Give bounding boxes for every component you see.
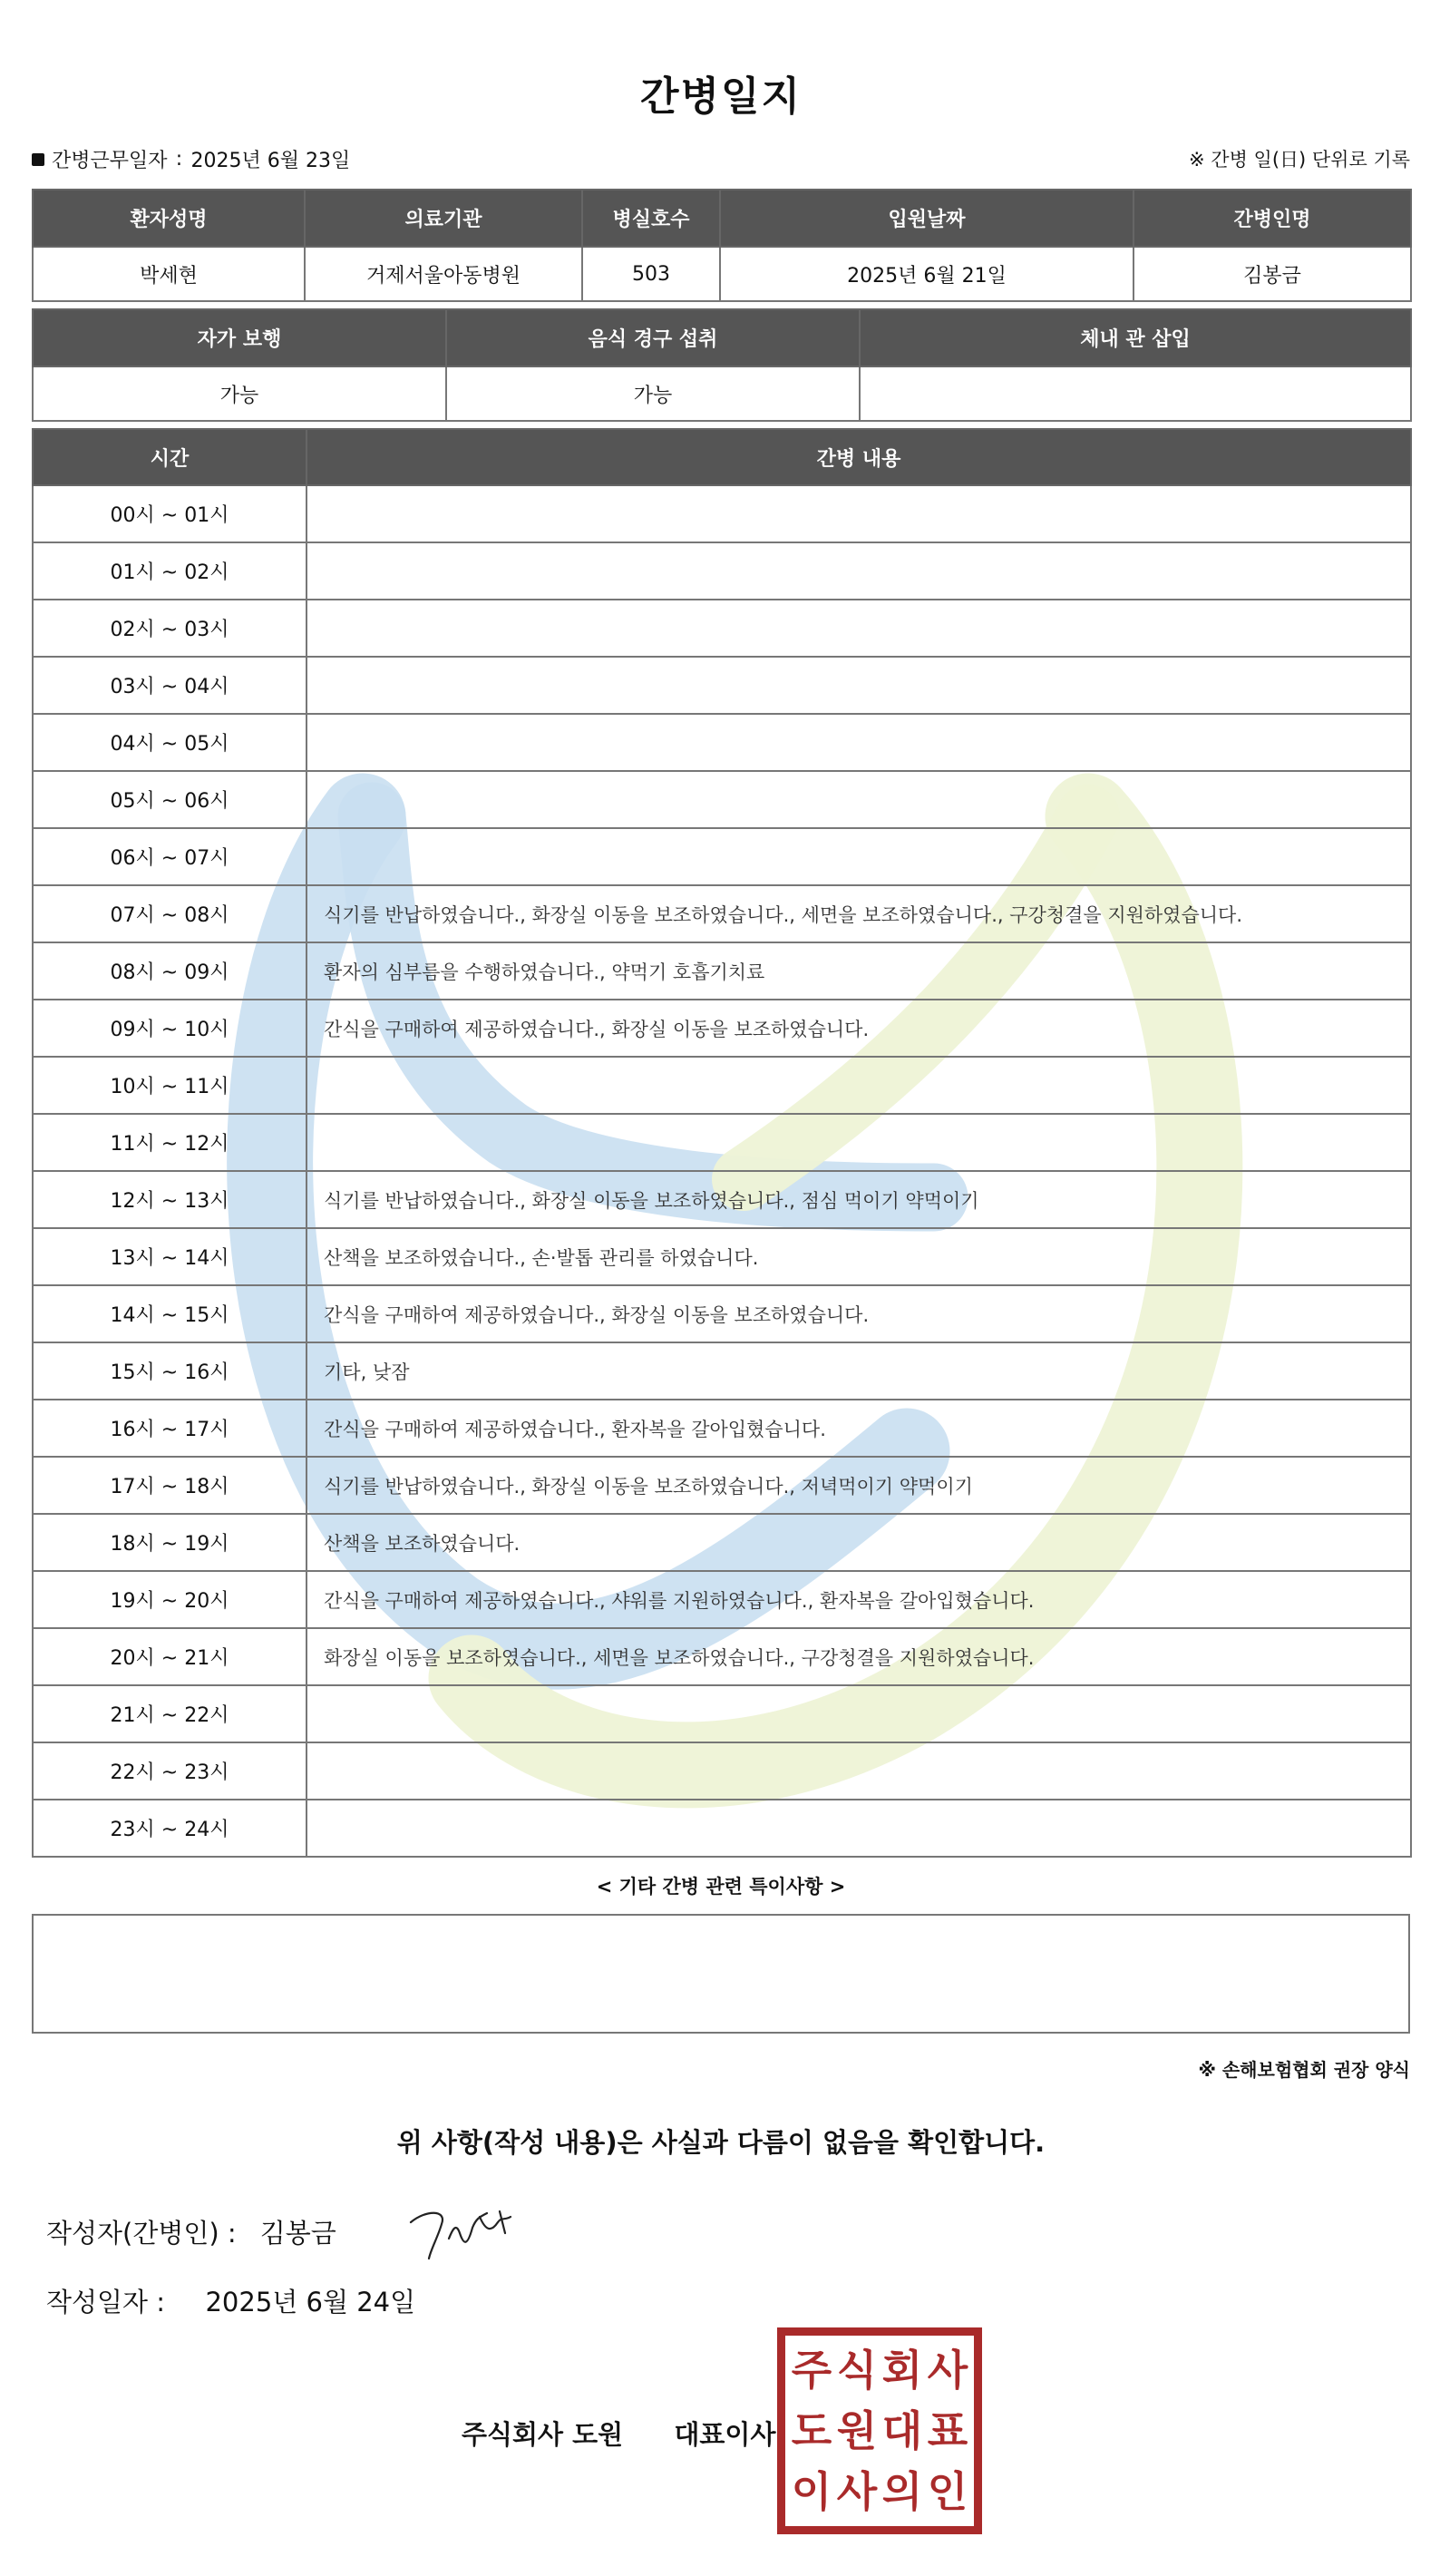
confirmation-statement: 위 사항(작성 내용)은 사실과 다름이 없음을 확인합니다. <box>396 2127 1046 2158</box>
work-date-separator: : <box>175 148 183 171</box>
log-row <box>33 542 1411 600</box>
log-content: 식기를 반납하였습니다., 화장실 이동을 보조하였습니다., 저녁먹이기 약먹이기 <box>306 1457 1411 1514</box>
log-time: 20시 ~ 21시 <box>33 1628 306 1685</box>
log-row <box>33 1171 1411 1228</box>
log-row <box>33 1228 1411 1285</box>
log-time: 05시 ~ 06시 <box>33 771 306 828</box>
signature <box>404 2193 540 2266</box>
log-content: 식기를 반납하였습니다., 화장실 이동을 보조하였습니다., 점심 먹이기 약먹이기 <box>306 1171 1411 1228</box>
log-content <box>306 1742 1411 1800</box>
daily-record-note: ※ 간병 일(日) 단위로 기록 <box>1189 149 1410 171</box>
log-time: 18시 ~ 19시 <box>33 1514 306 1571</box>
log-time: 23시 ~ 24시 <box>33 1800 306 1857</box>
log-row <box>33 1057 1411 1114</box>
log-row <box>33 1457 1411 1514</box>
header-oral-intake: 음식 경구 섭취 <box>446 309 860 366</box>
header-time: 시간 <box>33 429 306 485</box>
meta-row <box>32 145 1410 178</box>
log-content <box>306 542 1411 600</box>
log-row <box>33 1285 1411 1342</box>
walking-status: 가능 <box>33 366 446 421</box>
log-row <box>33 1342 1411 1400</box>
work-date-label: 간병근무일자 <box>52 150 168 172</box>
seal-character: 원 <box>836 2405 878 2455</box>
log-content <box>306 1057 1411 1114</box>
company-role: 대표이사 <box>674 2419 776 2450</box>
log-time: 06시 ~ 07시 <box>33 828 306 885</box>
log-row <box>33 1400 1411 1457</box>
header-patient-name: 환자성명 <box>33 190 305 247</box>
seal-character: 이 <box>791 2467 832 2517</box>
log-time: 03시 ~ 04시 <box>33 657 306 714</box>
seal-character: 회 <box>881 2345 923 2395</box>
log-row <box>33 714 1411 771</box>
log-content: 간식을 구매하여 제공하였습니다., 샤워를 지원하였습니다., 환자복을 갈아입혔습니다. <box>306 1571 1411 1628</box>
written-date-label: 작성일자 : <box>46 2287 166 2317</box>
log-content <box>306 828 1411 885</box>
log-time: 01시 ~ 02시 <box>33 542 306 600</box>
writer-name: 김봉금 <box>259 2218 336 2249</box>
log-time: 10시 ~ 11시 <box>33 1057 306 1114</box>
log-content <box>306 1114 1411 1171</box>
log-row <box>33 1685 1411 1742</box>
company-line <box>462 2415 775 2452</box>
log-time: 12시 ~ 13시 <box>33 1171 306 1228</box>
log-content <box>306 657 1411 714</box>
caregiver-name: 김봉금 <box>1134 247 1411 301</box>
notes-title: < 기타 간병 관련 특이사항 > <box>596 1876 846 1898</box>
header-tube-insertion: 체내 관 삽입 <box>860 309 1411 366</box>
patient-info-table <box>32 189 1412 302</box>
log-row <box>33 1628 1411 1685</box>
log-time: 13시 ~ 14시 <box>33 1228 306 1285</box>
seal-character: 표 <box>927 2405 968 2455</box>
log-time: 15시 ~ 16시 <box>33 1342 306 1400</box>
patient-name: 박세현 <box>33 247 305 301</box>
writer-line <box>46 2213 336 2250</box>
log-content <box>306 1800 1411 1857</box>
log-row <box>33 485 1411 542</box>
header-admission-date: 입원날짜 <box>720 190 1134 247</box>
log-content <box>306 1685 1411 1742</box>
care-log-table <box>32 428 1412 1858</box>
hospital-name: 거제서울아동병원 <box>305 247 582 301</box>
special-notes-box <box>32 1914 1410 2034</box>
log-content: 산책을 보조하였습니다. <box>306 1514 1411 1571</box>
log-row <box>33 1571 1411 1628</box>
log-time: 22시 ~ 23시 <box>33 1742 306 1800</box>
tube-insertion-status <box>860 366 1411 421</box>
seal-character: 인 <box>927 2467 968 2517</box>
seal-character: 주 <box>791 2345 832 2395</box>
log-row <box>33 942 1411 1000</box>
log-time: 04시 ~ 05시 <box>33 714 306 771</box>
log-content <box>306 485 1411 542</box>
log-time: 11시 ~ 12시 <box>33 1114 306 1171</box>
log-row <box>33 600 1411 657</box>
log-time: 08시 ~ 09시 <box>33 942 306 1000</box>
log-content: 환자의 심부름을 수행하였습니다., 약먹기 호흡기치료 <box>306 942 1411 1000</box>
log-content: 화장실 이동을 보조하였습니다., 세면을 보조하였습니다., 구강청결을 지원하였습니다. <box>306 1628 1411 1685</box>
log-time: 09시 ~ 10시 <box>33 1000 306 1057</box>
log-content <box>306 714 1411 771</box>
header-room: 병실호수 <box>582 190 720 247</box>
log-row <box>33 1514 1411 1571</box>
log-row <box>33 1800 1411 1857</box>
company-name: 주식회사 도원 <box>462 2419 624 2450</box>
log-row <box>33 885 1411 942</box>
log-row <box>33 1742 1411 1800</box>
log-row <box>33 657 1411 714</box>
log-row <box>33 771 1411 828</box>
form-source-note: ※ 손해보험협회 권장 양식 <box>1198 2059 1410 2081</box>
seal-character: 사 <box>927 2345 968 2395</box>
seal-character: 의 <box>881 2467 923 2517</box>
work-date-value: 2025년 6월 23일 <box>190 150 351 172</box>
log-time: 19시 ~ 20시 <box>33 1571 306 1628</box>
log-content: 산책을 보조하였습니다., 손·발톱 관리를 하였습니다. <box>306 1228 1411 1285</box>
company-seal-stamp <box>777 2327 982 2534</box>
log-time: 07시 ~ 08시 <box>33 885 306 942</box>
log-row <box>33 828 1411 885</box>
square-bullet-icon <box>32 153 44 166</box>
page-title: 간병일지 <box>639 73 802 120</box>
seal-character: 식 <box>836 2345 878 2395</box>
room-number: 503 <box>582 247 720 301</box>
written-date-line <box>46 2282 415 2319</box>
log-content: 식기를 반납하였습니다., 화장실 이동을 보조하였습니다., 세면을 보조하였습니다., 구강청결을 지원하였습니다. <box>306 885 1411 942</box>
header-care-content: 간병 내용 <box>306 429 1411 485</box>
oral-intake-status: 가능 <box>446 366 860 421</box>
log-row <box>33 1000 1411 1057</box>
log-row <box>33 1114 1411 1171</box>
patient-status-table <box>32 308 1412 422</box>
log-content: 간식을 구매하여 제공하였습니다., 화장실 이동을 보조하였습니다. <box>306 1000 1411 1057</box>
log-time: 00시 ~ 01시 <box>33 485 306 542</box>
writer-label: 작성자(간병인) : <box>46 2218 237 2249</box>
log-time: 21시 ~ 22시 <box>33 1685 306 1742</box>
header-hospital: 의료기관 <box>305 190 582 247</box>
admission-date: 2025년 6월 21일 <box>720 247 1134 301</box>
log-content: 간식을 구매하여 제공하였습니다., 환자복을 갈아입혔습니다. <box>306 1400 1411 1457</box>
log-content: 간식을 구매하여 제공하였습니다., 화장실 이동을 보조하였습니다. <box>306 1285 1411 1342</box>
work-date <box>32 145 350 173</box>
seal-characters <box>789 2339 970 2522</box>
seal-character: 대 <box>881 2405 923 2455</box>
header-caregiver-name: 간병인명 <box>1134 190 1411 247</box>
log-content: 기타, 낮잠 <box>306 1342 1411 1400</box>
log-time: 16시 ~ 17시 <box>33 1400 306 1457</box>
log-content <box>306 771 1411 828</box>
header-walking: 자가 보행 <box>33 309 446 366</box>
log-time: 17시 ~ 18시 <box>33 1457 306 1514</box>
log-content <box>306 600 1411 657</box>
seal-character: 도 <box>791 2405 832 2455</box>
seal-character: 사 <box>836 2467 878 2517</box>
written-date-value: 2025년 6월 24일 <box>205 2287 416 2317</box>
care-log-body <box>33 485 1411 1857</box>
log-time: 02시 ~ 03시 <box>33 600 306 657</box>
log-time: 14시 ~ 15시 <box>33 1285 306 1342</box>
